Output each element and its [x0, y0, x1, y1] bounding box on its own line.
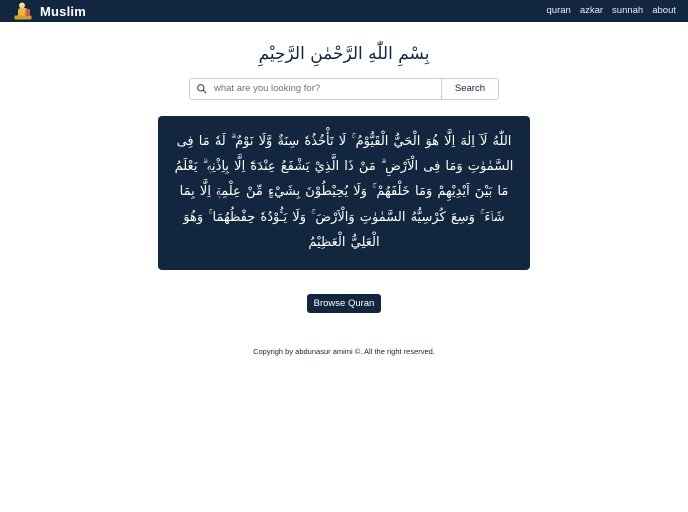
- ayat-al-kursi-card: [158, 116, 530, 271]
- bismillah-heading: بِسْمِ اللّٰهِ الرَّحْمٰنِ الرَّحِيْمِ: [258, 44, 430, 64]
- page-content: [0, 22, 688, 356]
- footer-copyright: Copyrigh by abdunasur amimi ©. All the right reserved.: [253, 347, 435, 357]
- browse-quran-button[interactable]: Browse Quran: [307, 294, 381, 313]
- search-bar: [189, 78, 499, 100]
- nav-link-about[interactable]: about: [652, 5, 676, 17]
- search-button[interactable]: Search: [441, 79, 498, 99]
- top-navbar: [0, 0, 688, 22]
- nav-link-quran[interactable]: quran: [546, 5, 571, 17]
- search-input[interactable]: [212, 79, 441, 99]
- brand-name: Muslim: [40, 3, 86, 19]
- nav-link-azkar[interactable]: azkar: [579, 5, 604, 17]
- ayah-text: اللّٰهُ لَآ اِلٰهَ اِلَّا هُوَ الْحَيُّ الْقَيُّوْمُ ۚ لَا تَأْخُذُهٗ سِنَةٌ وَّلَا نَوْمٌ ۗ لَهٗ مَا فِى السَّمٰوٰتِ وَمَا فِى الْاَرْضِ ۗ مَنْ ذَا الَّذِيْ يَشْفَعُ عِنْدَهٗٓ اِلَّا بِاِذْنِهٖ ۗ يَعْلَمُ مَا بَيْنَ اَيْدِيْهِمْ وَمَا خَلْفَهُمْ ۚ وَلَا يُحِيْطُوْنَ بِشَيْءٍ مِّنْ عِلْمِهٖٓ اِلَّا بِمَا شَاۤءَ ۚ وَسِعَ كُرْسِيُّهُ السَّمٰوٰتِ وَالْاَرْضَ ۚ وَلَا يَـُٔوْدُهٗ حِفْظُهُمَا ۚ وَهُوَ الْعَلِيُّ الْعَظِيْمُ: [174, 133, 514, 250]
- search-icon: [190, 79, 212, 99]
- nav-links: [547, 6, 677, 16]
- cta-row: [0, 294, 688, 313]
- brand[interactable]: [12, 0, 86, 22]
- muslim-praying-logo-icon: [12, 0, 34, 22]
- nav-link-sunnah[interactable]: sunnah: [612, 5, 644, 17]
